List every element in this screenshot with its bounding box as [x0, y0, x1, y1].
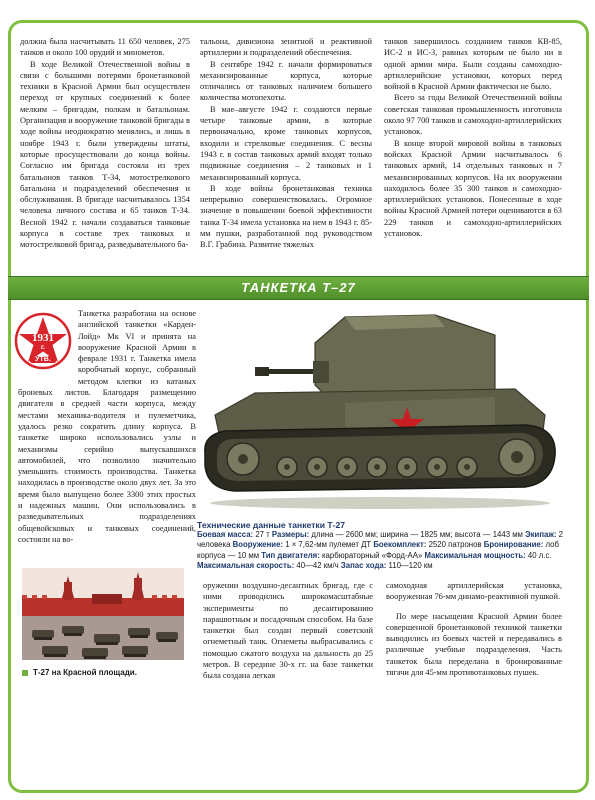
spec-label: Боекомплект:: [373, 540, 427, 550]
intro-text: [18, 308, 196, 545]
tankette-t27-illustration: [195, 305, 565, 515]
technical-specs: [197, 520, 582, 571]
badge-year: 1931: [32, 332, 54, 344]
badge-year-suffix: г.: [40, 343, 46, 351]
spec-value: 110—120 км: [386, 560, 433, 570]
spec-value: 2520 патронов: [426, 540, 484, 550]
red-square-photo: [22, 568, 184, 660]
paragraph: Всего за годы Великой Отечественной войны советская танковая промышленность изготовила около 97 700 танков и самоходно-артиллерийских установок.: [384, 93, 562, 137]
bottom-column-3: [386, 580, 562, 678]
spec-label: Размеры:: [271, 530, 310, 540]
bullet-square-icon: [22, 670, 28, 676]
spec-label: Тип двигателя:: [261, 550, 320, 560]
specs-title: Технические данные танкетки Т-27: [197, 520, 346, 530]
spec-value: длина — 2600 мм; ширина — 1825 мм; высота — 1443 мм: [309, 530, 526, 540]
paragraph: Танкетка разработана на основе английской танкетки «Карден-Лойд» Мк VI и принята на вооружение Красной Армии в феврале 1931 г. Танкетка имела коробчатый корпус, собранный методом клепки из катаных броневых листов. Благодаря размещению двигателя в средней части корпуса, между местами механика-водителя и пулеметчика, удалось резко сократить длину корпуса. В танкетке широко использовались узлы и механизмы серийно выпускавшихся автомобилей, что позволило значительно уменьшить стоимость производства. Танкетка находилась в производстве около двух лет. За это время было выпущено более 3300 этих простых и надежных машин. Они использовались в разведывательных подразделениях общевойсковых и танковых соединений, состояли на во-: [18, 309, 196, 544]
spec-label: Максимальная скорость:: [197, 560, 295, 570]
paragraph: самоходная артиллерийская установка, вооруженная 76-мм динамо-реактивной пушкой.: [386, 581, 562, 602]
spec-label: Максимальная мощность:: [424, 550, 526, 560]
spec-value: 1 × 7,62-мм пулемет ДТ: [283, 540, 374, 550]
top-column-1: [20, 36, 190, 251]
section-banner: [8, 276, 589, 300]
spec-value: 27 т: [253, 530, 272, 540]
paragraph: танков завершилось созданием танков КВ-85, ИС-2 и ИС-3, равных которым не было ни в одной армии мира. Были созданы самоходно-артиллерийские установки, которых перед войной в Красной Армии фактически не было.: [384, 37, 562, 92]
paragraph: По мере насыщения Красной Армии более совершенной бронетанковой техникой танкетки выводились из боевых частей и передавались в различные учебные подразделения. Часть танкеток была переделана в бронированные тягачи для 45-мм противотанковых пушек.: [386, 611, 562, 678]
spec-label: Вооружение:: [232, 540, 284, 550]
paragraph: должна была насчитывать 11 650 человек, 275 танков и около 100 орудий и минометов.: [20, 37, 190, 58]
caption-text: Т-27 на Красной площади.: [33, 668, 137, 677]
spec-label: Экипаж:: [525, 530, 557, 540]
spec-label: Бронирование:: [483, 540, 544, 550]
top-column-2: [200, 36, 372, 251]
spec-value: 2 человека: [197, 530, 564, 550]
paragraph: В ходе Великой Отечественной войны в связи с большими потерями бронетанковой техники в Красной Армии был осуществлен переход от крупных соединений к более мелким – бригадам, полкам и батальонам. Организация и вооружение танковой бригады в ходе войны неоднократно менялись, и лишь в ноябре 1943 г. были утверждены штаты, которые просуществовали до конца войны. Согласно им бригада состояла из трех батальонов танков Т-34, мотострелкового батальона и подразделений обеспечения и обслуживания. В бригаде насчитывалось 1354 человека личного состава и 65 танков Т-34. Весной 1942 г. начали создаваться танковые корпуса в составе трех танковых и мотострелковой бригад, разведывательного ба-: [20, 59, 190, 250]
specs-body: [197, 530, 582, 571]
spec-value: карбюраторный «Форд-АА»: [319, 550, 425, 560]
photo-caption: [22, 668, 137, 677]
spec-value: 40 л.с.: [525, 550, 552, 560]
spec-value: лоб корпуса — 10 мм: [197, 540, 559, 560]
bottom-column-2: [203, 580, 373, 682]
paragraph: тальона, дивизиона зенитной и реактивной артиллерии и подразделений обеспечения.: [200, 37, 372, 58]
paragraph: В сентябре 1942 г. начали формироваться механизированные корпуса, которые отличались от танковых наличием большего количества мотопехоты.: [200, 59, 372, 103]
paragraph: В мае–августе 1942 г. создаются первые четыре танковые армии, в которые первоначально, кроме танковых корпусов, входили и стрелковые соединения. С весны 1943 г. в состав танковых армий входят только подвижные соединения – 2 танковых и 1 механизированный корпуса.: [200, 104, 372, 182]
spec-value: 40—42 км/ч: [294, 560, 341, 570]
spec-label: Боевая масса:: [197, 530, 254, 540]
section-title: ТАНКЕТКА Т–27: [241, 280, 356, 295]
paragraph: оружении воздушно-десантных бригад, где с ними проводились широкомасштабные эксперименты по десантированию парашютным и посадочным способом. На базе танкетки был создан первый советский огнеметный танк. Огнеметы выбрасывались с помощью сжатого воздуха на дальность до 25 метров. В середине 30-х гг. на базе танкетки была создана легкая: [203, 581, 373, 681]
badge-code: УТВ.: [30, 356, 56, 363]
top-column-3: [384, 36, 562, 239]
paragraph: В ходе войны бронетанковая техника непрерывно совершенствовалась. Огромное значение в повышении боевой эффективности танка Т-34 имела установка на нем в 1943 г. 85-мм пушки, разработанной под руководством В.Г. Грабина. Развитие тяжелых: [200, 183, 372, 250]
paragraph: В конце второй мировой войны в танковых войсках Красной Армии насчитывалось 6 танковых армий, 14 отдельных танковых и 7 механизированных корпусов. На их вооружении находилось более 35 300 танков и самоходно-артиллерийских установок. Понесенные в ходе войны Красной Армией потери оцениваются в 63 229 танков и самоходно-артиллерийских установок.: [384, 138, 562, 239]
spec-label: Запас хода:: [340, 560, 387, 570]
